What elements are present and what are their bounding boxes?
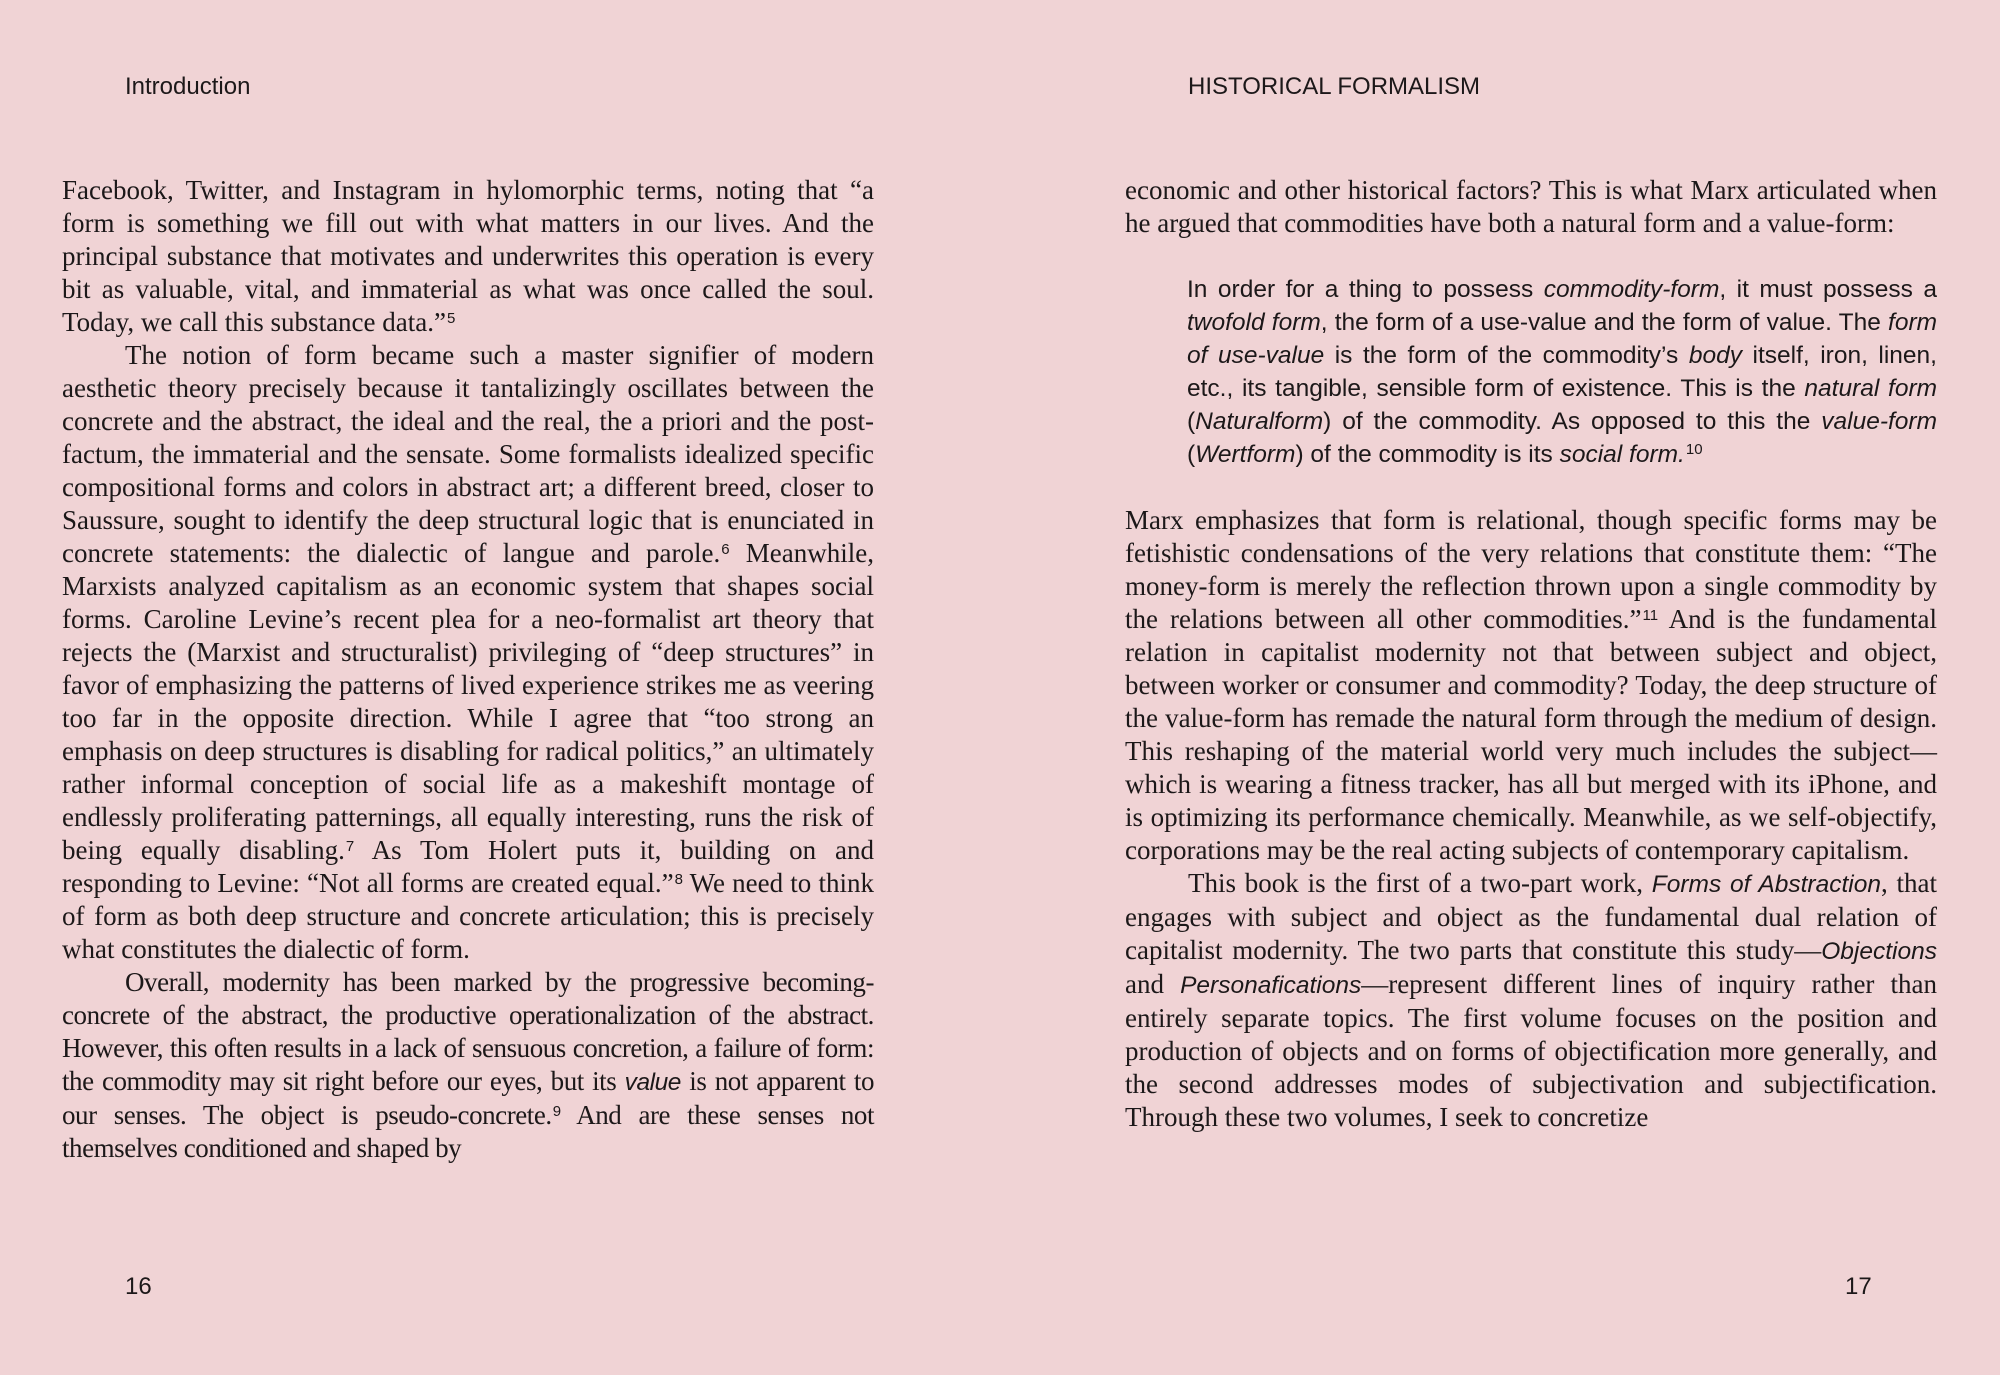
paragraph: Overall, modernity has been marked by the progressive becoming-concrete of the abstract, the productive operationalization of the abstract. However, this often results in a lack of sensuous concretion, a failure of form: the commodity may sit right before our eyes, but its value is not apparent to our senses. The object is pseudo-concrete.$^9$ And are these senses not themselves conditioned and shaped by (62, 967, 875, 1163)
left-page-body (62, 174, 874, 1165)
volume-title: Objections (1821, 938, 1937, 965)
running-head-right: HISTORICAL FORMALISM (1188, 73, 1481, 100)
running-head-left: Introduction (125, 73, 251, 100)
footnote-ref[interactable]: 9 (552, 1102, 561, 1120)
paragraph: economic and other historical factors? This is what Marx articulated when he argued that commodities have both a natural form and a value-form: (1125, 175, 1937, 238)
footnote-ref[interactable]: 5 (446, 309, 456, 327)
block-quote: In order for a thing to possess commodity-form, it must possess a twofold form, the form of a use-value and the form of value. The form of use-value is the form of the commodity’s body itself, iron, linen, etc., its tangible, sensible form of existence. This is the natural form (Naturalform) of the commodity. As opposed to this the value-form (Wertform) of the commodity is its social form.$^{10}$ (1187, 276, 1938, 468)
right-page-body (1125, 174, 1937, 1134)
footnote-ref[interactable]: 8 (674, 870, 683, 888)
footnote-ref[interactable]: 10 (1685, 440, 1703, 458)
footnote-ref[interactable]: 6 (721, 540, 730, 558)
footnote-ref[interactable]: 11 (1642, 606, 1659, 624)
paragraph: This book is the first of a two-part work, Forms of Abstraction, that engages with subject and object as the fundamental dual relation of capitalist modernity. The two parts that constitute this study—Objections and Personafications—represent different lines of inquiry rather than entirely separate topics. The first volume focuses on the position and production of objects and on forms of objectification more generally, and the second addresses modes of subjectivation and subjectification. Through these two volumes, I seek to concretize (1125, 868, 1937, 1132)
paragraph: Facebook, Twitter, and Instagram in hylomorphic terms, noting that “a form is something we fill out with what matters in our lives. And the principal substance that motivates and underwrites this operation is every bit as valuable, vital, and immaterial as what was once called the soul. Today, we call this substance data.”$^5$ (62, 175, 874, 337)
emphasis: value (624, 1069, 681, 1096)
volume-title: Personafications (1180, 972, 1362, 999)
paragraph: Marx emphasizes that form is relational, though specific forms may be fetishistic condensations of the very relations that constitute them: “The money-form is merely the reflection thrown upon a single commodity by the relations between all other commodities.”$^{11}$ And is the fundamental relation in capitalist modernity not that between subject and object, between worker or consumer and commodity? Today, the deep structure of the value-form has remade the natural form through the medium of design. This reshaping of the material world very much includes the subject—which is wearing a fitness tracker, has all but merged with its iPhone, and is optimizing its performance chemically. Meanwhile, as we self-objectify, corporations may be the real acting subjects of contemporary capitalism. (1125, 505, 1938, 865)
page-number-right: 17 (1845, 1273, 1872, 1300)
footnote-ref[interactable]: 7 (345, 837, 355, 855)
right-page (1000, 0, 2000, 1375)
paragraph: The notion of form became such a master signifier of modern aesthetic theory precisely because it tantalizingly oscillates between the concrete and the abstract, the ideal and the real, the a priori and the post-factum, the immaterial and the sensate. Some formalists idealized specific compositional forms and colors in abstract art; a different breed, closer to Saussure, sought to identify the deep structural logic that is enunciated in concrete statements: the dialectic of langue and parole.$^6$ Meanwhile, Marxists analyzed capitalism as an economic system that shapes social forms. Caroline Levine’s recent plea for a neo-formalist art theory that rejects the (Marxist and structuralist) privileging of “deep structures” in favor of emphasizing the patterns of lived experience strikes me as veering too far in the opposite direction. While I agree that “too strong an emphasis on deep structures is disabling for radical politics,” an ultimately rather informal conception of social life as a makeshift montage of endlessly proliferating patternings, all equally interesting, runs the risk of being equally disabling.$^7$ As Tom Holert puts it, building on and responding to Levine: “Not all forms are created equal.”$^8$ We need to think of form as both deep structure and concrete articulation; this is precisely what constitutes the dialectic of form. (62, 340, 875, 964)
book-title: Forms of Abstraction (1651, 871, 1881, 898)
page-number-left: 16 (125, 1273, 152, 1300)
